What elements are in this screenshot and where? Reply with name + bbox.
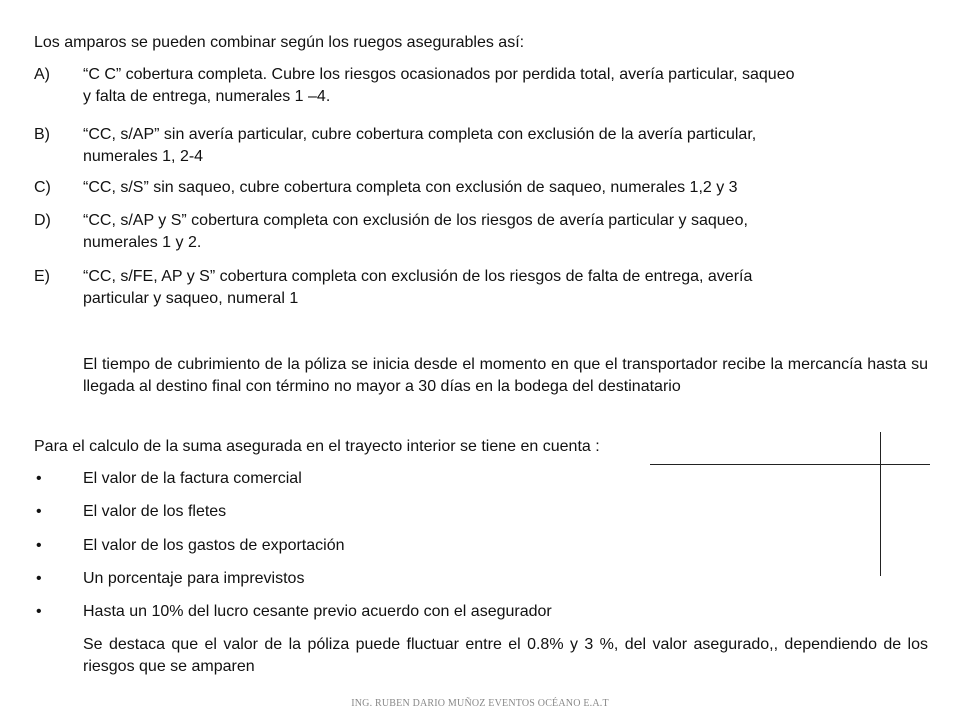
calc-intro: Para el calculo de la suma asegurada en el trayecto interior se tiene en cuenta : xyxy=(34,438,600,455)
option-d-line2: numerales 1 y 2. xyxy=(83,234,202,251)
option-d-line1: “CC, s/AP y S” cobertura completa con exclusión de los riesgos de avería particular y saqueo, xyxy=(83,212,748,229)
bullet-marker: • xyxy=(36,570,42,587)
closing-paragraph: Se destaca que el valor de la póliza puede fluctuar entre el 0.8% y 3 %, del valor asegurado,, dependiendo de los riesgos que se amparen xyxy=(83,636,928,675)
option-e-line2: particular y saqueo, numeral 1 xyxy=(83,290,299,307)
option-d xyxy=(83,210,933,254)
option-e xyxy=(83,266,933,310)
bullet-item: Hasta un 10% del lucro cesante previo acuerdo con el asegurador xyxy=(83,603,552,620)
option-d-letter: D) xyxy=(34,212,51,229)
bullet-item: Un porcentaje para imprevistos xyxy=(83,570,305,587)
coverage-paragraph: El tiempo de cubrimiento de la póliza se inicia desde el momento en que el transportador recibe la mercancía hasta su llegada al destino final con término no mayor a 30 días en la bodega del destinatario xyxy=(83,356,928,395)
option-a xyxy=(83,64,933,108)
horizontal-rule xyxy=(650,464,930,465)
bullet-marker: • xyxy=(36,470,42,487)
option-c-letter: C) xyxy=(34,179,51,196)
bullet-item: El valor de los gastos de exportación xyxy=(83,537,345,554)
intro-text: Los amparos se pueden combinar según los ruegos asegurables así: xyxy=(34,34,525,51)
option-b xyxy=(83,124,933,168)
bullet-marker: • xyxy=(36,603,42,620)
option-e-line1: “CC, s/FE, AP y S” cobertura completa con exclusión de los riesgos de falta de entrega, avería xyxy=(83,268,753,285)
option-b-letter: B) xyxy=(34,126,50,143)
option-b-line2: numerales 1, 2-4 xyxy=(83,148,204,165)
option-c xyxy=(83,177,933,199)
option-b-line1: “CC, s/AP” sin avería particular, cubre cobertura completa con exclusión de la avería particular, xyxy=(83,126,757,143)
bullet-item: El valor de la factura comercial xyxy=(83,470,302,487)
option-a-line1: “C C” cobertura completa. Cubre los riesgos ocasionados por perdida total, avería particular, saqueo xyxy=(83,66,795,83)
bullet-marker: • xyxy=(36,503,42,520)
bullet-marker: • xyxy=(36,537,42,554)
option-c-line1: “CC, s/S” sin saqueo, cubre cobertura completa con exclusión de saqueo, numerales 1,2 y 3 xyxy=(83,179,738,196)
bullet-item: El valor de los fletes xyxy=(83,503,227,520)
option-a-line2: y falta de entrega, numerales 1 –4. xyxy=(83,88,331,105)
option-a-letter: A) xyxy=(34,66,50,83)
vertical-rule xyxy=(880,432,881,576)
option-e-letter: E) xyxy=(34,268,50,285)
footer-credit: ING. RUBEN DARIO MUÑOZ EVENTOS OCÉANO E.A.T xyxy=(351,698,609,709)
